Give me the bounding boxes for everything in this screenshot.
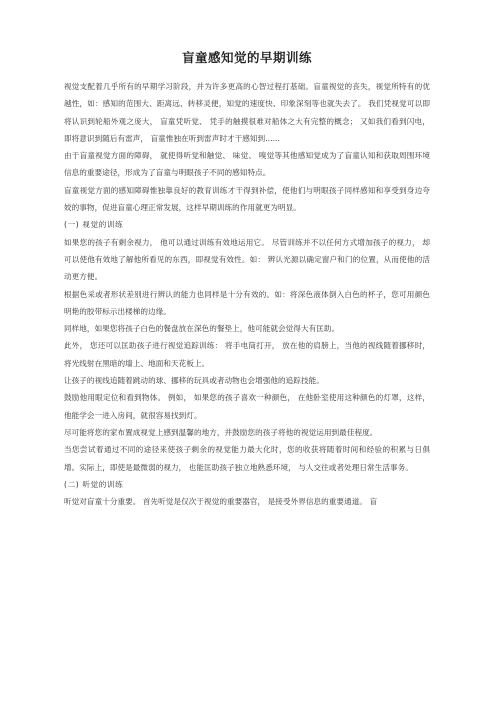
paragraph-color-shape: 根据色采或者形状差别进行辨认的能力也同样是十分有效的。如：将深色液体倒入白色的杯子，您可用颜色明艳的胶带标示出楼梯的边缘。	[64, 289, 430, 316]
paragraph-locate-objects: 鼓励他用眼定位和看到物体。 例如， 如果您的孩子喜欢一种颜色， 在他卧室使用这种颜色的灯罩，这样，他能学会一进入房间，就很容易找到灯。	[64, 393, 430, 420]
paragraph-perception: 由于盲童视觉方面的障碍， 就使得听觉和触觉、 味觉、 嗅觉等其他感知觉成为了盲童认知和获取周围环境信息的重要途径，形成为了盲童与明眼孩子不同的感知特点。	[64, 151, 430, 178]
paragraph-maximize-vision: 当您尝试着通过不同的途径来使孩子剩余的视觉能力最大化时，您的收获将随着时间和经验的积累与日俱增。实际上，即使是最微弱的视力， 也能匡助孩子独立地熟悉环境， 与人交往或者处理日常生活事务。	[64, 445, 430, 472]
paragraph-training-role: 盲童视觉方面的感知障碍惟独靠良好的教育训练才干得到补偿，使他们与明眼孩子同样感知和享受到身边夸姣的事物，促进盲童心理正常发展，这样早期训练的作用就更为明显。	[64, 185, 430, 213]
paragraph-residual-vision: 如果您的孩子有剩余视力， 他可以通过训练有效地运用它。 尽管训练并不以任何方式增加孩子的视力， 却可以使他有效地了解他所看见的东西，即视觉有效性。如： 辨认光源以确定窗户和门的位置，从而使他的活动更方便。	[64, 237, 430, 282]
paragraph-tracking: 此外， 您还可以匡助孩子进行视觉追踪训练： 将手电筒打开， 放在他的肩膀上，当他的视线随着挪移时，将光线射在黑暗的墙上、地面和天花板上。	[64, 341, 430, 368]
section-heading-hearing: (二) 听觉的训练	[64, 479, 124, 489]
paragraph-hearing-intro: 听觉对盲童十分重要。 首先听觉是仅次于视觉的重要器官， 是接受外界信息的重要通道。 盲	[64, 497, 378, 507]
paragraph-plate-contrast: 同样地，如果您将孩子白色的餐盘放在深色的餐垫上，他可能就会觉得大有匡助。	[64, 324, 340, 334]
document-title: 盲童感知觉的早期训练	[181, 50, 312, 65]
section-heading-vision: (一) 视觉的训练	[64, 220, 124, 230]
paragraph-intro: 视觉支配着几乎所有的早期学习阶段，并为许多更高的心智过程打基础。盲童视觉的丧失，视觉所特有的优越性，如：感知的范围大、距离远、转移灵便，知觉的速度快、印象深刻等也就失去了。 我们凭视觉可以即将认识到轮船外观之庞大， 盲童凭听觉、 凭手的触摸很难对船体之大有完整的概念； 又如我们看到闪电， 即将意识到随后有雷声， 盲童惟独在听到雷声时才干感知到......	[64, 82, 430, 143]
paragraph-home-layout: 尽可能将您的家布置成视觉上感到温馨的地方，并鼓励您的孩子将他的视觉运用到最佳程度。	[64, 427, 378, 437]
paragraph-tracking-toys: 让孩子的视线追随着跳动的球、挪移的玩具或者动物也会增强他的追踪技能。	[64, 376, 324, 386]
